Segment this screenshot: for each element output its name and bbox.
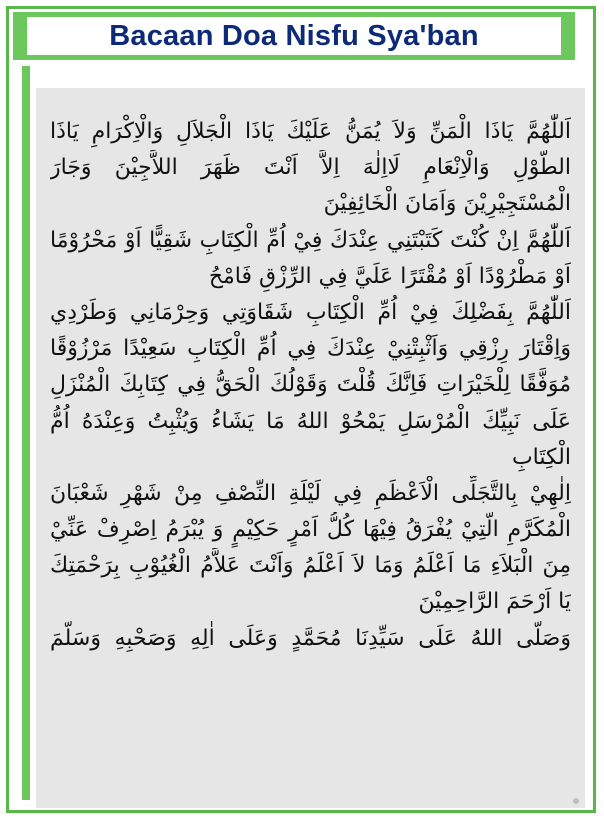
prayer-lines (36, 114, 585, 657)
prayer-line: الْكِتَابِ (511, 444, 571, 470)
prayer-text-panel (36, 88, 585, 808)
left-accent-bar (22, 66, 30, 800)
title-banner (13, 12, 575, 60)
prayer-line: اِلٰهِيْ بِالتَّجَلِّى الْاَعْظَمِ فِي لَيْلَةِ النِّصْفِ مِنْ شَهْرِ شَعْبَانَ (50, 480, 571, 506)
page-title: Bacaan Doa Nisfu Sya'ban (109, 19, 479, 52)
prayer-line: الْمُسْتَجِيْرِيْنَ وَاَمَانَ الْخَائِفِيْنَ (323, 191, 571, 217)
prayer-line: اَللّٰهُمَّ بِفَضْلِكَ فِيْ اُمِّ الْكِتَابِ شَقَاوَتِي وَحِرْمَانِي وَطَرْدِي (50, 299, 571, 325)
prayer-line: اَللّٰهُمَّ اِنْ كُنْتَ كَتَبْتَنِي عِنْدَكَ فِيْ اُمِّ الْكِتَابِ شَقِيًّا اَوْ مَحْرُوْمًا (50, 227, 571, 253)
prayer-line: مِنَ الْبَلاَءِ مَا اَعْلَمُ وَمَا لاَ اَعْلَمُ وَاَنْتَ عَلاَّمُ الْغُيُوْبِ بِرَحْمَتِكَ (50, 553, 571, 579)
prayer-line: وَصَلَّى اللهُ عَلَى سَيِّدِنَا مُحَمَّدٍ وَعَلَى اٰلِهِ وَصَحْبِهِ وَسَلَّمَ (50, 625, 571, 651)
prayer-line: وَاِقْتَارَ رِزْقِي وَاَثْبِتْنِيْ عِنْدَكَ فِي اُمِّ الْكِتَابِ سَعِيْدًا مَرْزُوْقًا (50, 336, 571, 362)
prayer-line: يَا اَرْحَمَ الرَّاحِمِيْنَ (418, 589, 571, 615)
prayer-line: اَللّٰهُمَّ يَاذَا الْمَنِّ وَلاَ يُمَنُّ عَلَيْكَ يَاذَا الْجَلاَلِ وَالْاِكْرَامِ يَاذَا (50, 119, 571, 144)
corner-dot (573, 798, 579, 804)
prayer-line: عَلَى نَبِيِّكَ الْمُرْسَلِ يَمْحُوْ اللهُ مَا يَشَاءُ وَيُثْبِتُ وَعِنْدَهُ اُمُّ (50, 408, 571, 434)
prayer-line: الطَّوْلِ وَالْاِنْعَامِ لَااِلٰهَ اِلاَّ اَنْتَ ظَهَرَ اللاَّجِيْنَ وَجَارَ (50, 155, 571, 181)
prayer-line: الْمُكَرَّمِ الَّتِيْ يُفْرَقُ فِيْهَا كُلُّ اَمْرٍ حَكِيْمٍ وَ يُبْرَمُ اِصْرِفْ عَنِّيْ (50, 517, 571, 543)
prayer-line: اَوْ مَطْرُوْدًا اَوْ مُقْتَرًا عَلَيَّ فِي الرِّزْقِ فَامْحُ (208, 263, 571, 289)
prayer-line: مُوَفَّقًا لِلْخَيْرَاتِ فَاِنَّكَ قُلْتَ وَقَوْلُكَ الْحَقُّ فِي كِتَابِكَ الْمُنْزَلِ (50, 372, 571, 398)
title-box (27, 17, 561, 55)
